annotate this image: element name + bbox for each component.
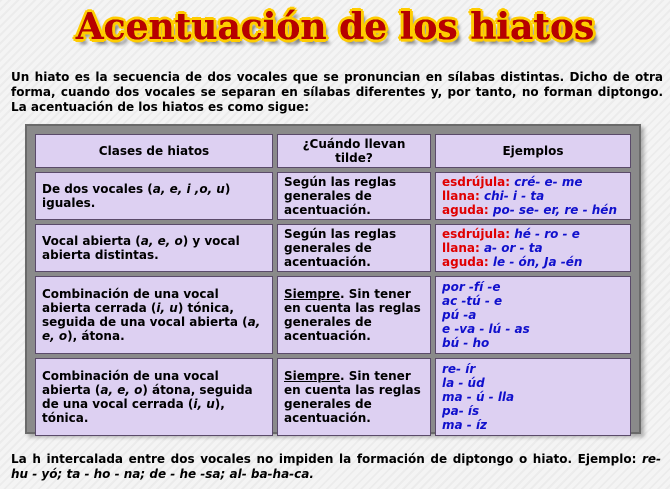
example-line: la - úd — [442, 376, 485, 390]
cell-cuando: Siempre. Sin tener en cuenta las reglas generales de acentuación. — [277, 276, 431, 354]
cell-ejemplos — [435, 358, 631, 436]
example-line: aguda: po- se- er, re - hén — [442, 203, 617, 217]
header-cuando: ¿Cuándo llevan tilde? — [277, 134, 431, 168]
cell-cuando: Siempre. Sin tener en cuenta las reglas generales de acentuación. — [277, 358, 431, 436]
table-header-row — [35, 134, 631, 168]
example-line: esdrújula: hé - ro - e — [442, 227, 580, 241]
header-ejemplos: Ejemplos — [435, 134, 631, 168]
example-line: ma - íz — [442, 418, 488, 432]
example-line: por -fí -e — [442, 280, 501, 294]
example-line: ma - ú - lla — [442, 390, 515, 404]
footer-example: re- hu - yó; ta - ho - na; de - he -sa; al- ba-ha-ca. — [11, 452, 661, 481]
hiatos-table — [31, 130, 635, 440]
example-line: esdrújula: cré- e- me — [442, 175, 583, 189]
table-row — [35, 224, 631, 272]
example-line: llana: chi- i - ta — [442, 189, 545, 203]
cell-clase: Combinación de una vocal abierta cerrada (i, u) tónica, seguida de una vocal abierta (a, e, o), átona. — [35, 276, 273, 354]
table-row — [35, 276, 631, 354]
hiatos-table-frame — [25, 124, 641, 434]
example-line: pa- ís — [442, 404, 480, 418]
table-row — [35, 172, 631, 220]
cell-ejemplos — [435, 172, 631, 220]
page-title: Acentuación de los hiatos — [75, 6, 595, 48]
cell-cuando: Según las reglas generales de acentuación. — [277, 172, 431, 220]
header-clases: Clases de hiatos — [35, 134, 273, 168]
example-line: aguda: le - ón, Ja -én — [442, 255, 583, 269]
intro-paragraph: Un hiato es la secuencia de dos vocales que se pronuncian en sílabas distintas. Dicho de otra forma, cuando dos vocales se separan en sílabas diferentes y, por tanto, no forman diptongo. La acentuación de los hiatos es como sigue: — [11, 70, 663, 114]
cell-ejemplos — [435, 224, 631, 272]
example-line: pú -a — [442, 308, 477, 322]
title-area — [0, 6, 670, 48]
cell-ejemplos — [435, 276, 631, 354]
table-row — [35, 358, 631, 436]
cell-clase: De dos vocales (a, e, i ,o, u) iguales. — [35, 172, 273, 220]
cell-cuando: Según las reglas generales de acentuación. — [277, 224, 431, 272]
example-line: ac -tú - e — [442, 294, 503, 308]
cell-clase: Vocal abierta (a, e, o) y vocal abierta distintas. — [35, 224, 273, 272]
example-line: bú - ho — [442, 336, 490, 350]
example-line: re- ír — [442, 362, 476, 376]
example-line: e -va - lú - as — [442, 322, 530, 336]
footer-note: La h intercalada entre dos vocales no impiden la formación de diptongo o hiato. Ejemplo: re- hu - yó; ta - ho - na; de - he -sa; al- ba-ha-ca. — [11, 452, 661, 481]
cell-clase: Combinación de una vocal abierta (a, e, o) átona, seguida de una vocal cerrada (i, u), tónica. — [35, 358, 273, 436]
example-line: llana: a- or - ta — [442, 241, 543, 255]
